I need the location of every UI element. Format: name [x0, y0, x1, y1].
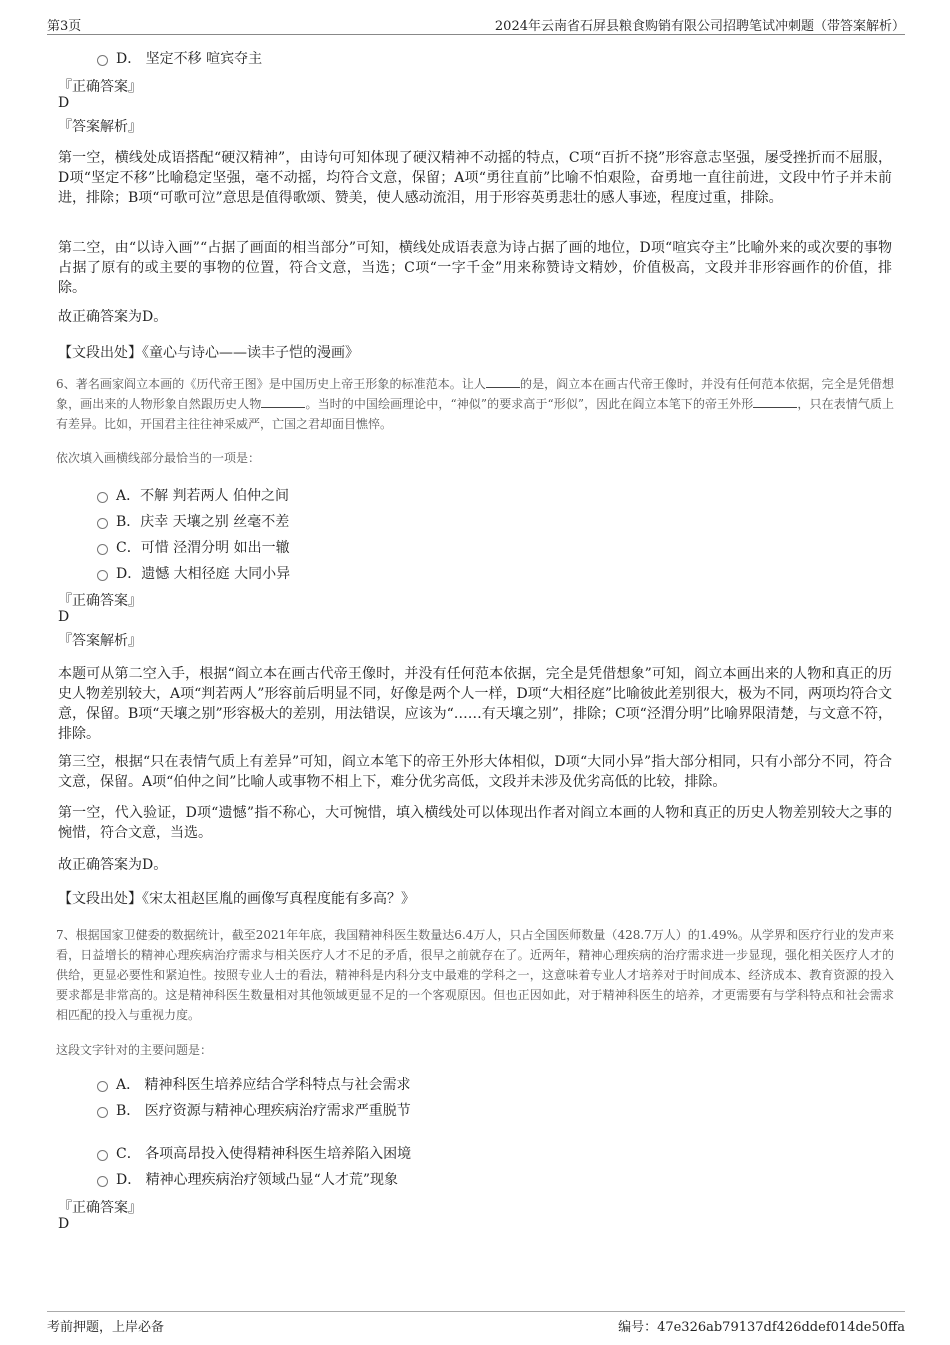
q5-option-d[interactable]	[97, 48, 262, 68]
q6-analysis-label: 『答案解析』	[58, 633, 142, 649]
q6-analysis-p2: 第三空，根据“只在表情气质上有差异”可知，阎立本笔下的帝王外形大体相似，D项“大同小异”指大部分相同，只有小部分不同，符合文意，保留。A项“伯仲之间”比喻人或事物不相上下，难分优劣高低，文段并未涉及优劣高低的比较，排除。	[58, 754, 892, 790]
q7-option-a[interactable]	[97, 1074, 411, 1094]
q6-option-a[interactable]	[97, 485, 289, 505]
option-text: D． 坚定不移 喧宾夺主	[116, 51, 263, 67]
option-text: C．可惜 泾渭分明 如出一辙	[116, 540, 290, 556]
page-number: 第3页	[47, 19, 82, 34]
radio-icon[interactable]	[97, 1081, 108, 1092]
q7-answer-label: 『正确答案』	[58, 1200, 142, 1216]
radio-icon[interactable]	[97, 570, 108, 581]
q6-stem-part: ，只在表情气质上有差异。比如，开国君主往往神采威严，亡国之君却面目憔悴。	[56, 397, 894, 431]
q6-stem	[56, 374, 894, 434]
q5-conclusion: 故正确答案为D。	[58, 309, 168, 325]
radio-icon[interactable]	[97, 518, 108, 529]
option-text: A．不解 判若两人 伯仲之间	[116, 488, 290, 504]
q6-option-c[interactable]	[97, 537, 290, 557]
option-text: B．庆幸 天壤之别 丝毫不差	[116, 514, 290, 530]
q6-answer: D	[58, 609, 70, 625]
radio-icon[interactable]	[97, 1107, 108, 1118]
radio-icon[interactable]	[97, 1150, 108, 1161]
radio-icon[interactable]	[97, 544, 108, 555]
q6-option-b[interactable]	[97, 511, 289, 531]
q6-answer-label: 『正确答案』	[58, 593, 142, 609]
q7-stem: 7、根据国家卫健委的数据统计，截至2021年年底，我国精神科医生数量达6.4万人，只占全国医师数量（428.7万人）的1.49%。从学界和医疗行业的发声来看，日益增长的精神心理疾病治疗需求与相关医疗人才不足的矛盾，很早之前就存在了。近两年，精神心理疾病的治疗需求进一步显现，强化相关医疗人才的供给，更显必要性和紧迫性。按照专业人士的看法，精神科是内科分支中最难的学科之一，这意味着专业人才培养对于时间成本、经济成本、教育资源的投入要求都是非常高的。这是精神科医生数量相对其他领域更显不足的一个客观原因。但也正因如此，对于精神科医生的培养，才更需要有与学科特点和社会需求相匹配的投入与重视力度。	[56, 928, 894, 1022]
q6-prompt: 依次填入画横线部分最恰当的一项是：	[56, 451, 261, 465]
blank-line	[753, 407, 797, 408]
q7-answer: D	[58, 1216, 70, 1232]
document-id: 编号：47e326ab79137df426ddef014de50ffa	[618, 1320, 905, 1335]
option-text: C． 各项高昂投入使得精神科医生培养陷入困境	[116, 1146, 412, 1162]
q6-stem-part: 的是，阎立本在画古代帝王像时，并没有任何范本依据，完全是凭借想象，画出来的人物形象自然跟历史人物	[56, 377, 894, 411]
q6-analysis-p1: 本题可从第二空入手，根据“阎立本在画古代帝王像时，并没有任何范本依据，完全是凭借想象”可知，阎立本画出来的人物和真正的历史人物差别较大，A项“判若两人”形容前后明显不同，好像是两个人一样，D项“大相径庭”比喻彼此差别很大，极为不同，两项均符合文意，保留。B项“天壤之别”形容极大的差别，用法错误，应该为“……有天壤之别”，排除；C项“泾渭分明”比喻界限清楚，与文意不符，排除。	[58, 666, 892, 742]
radio-icon[interactable]	[97, 1176, 108, 1187]
footer-slogan: 考前押题，上岸必备	[47, 1320, 165, 1335]
q6-stem-part: 6、著名画家阎立本画的《历代帝王图》是中国历史上帝王形象的标准范本。让人	[56, 377, 486, 391]
blank-line	[261, 407, 305, 408]
q5-analysis-label: 『答案解析』	[58, 119, 142, 135]
q7-option-b[interactable]	[97, 1100, 411, 1120]
option-text: D． 精神心理疾病治疗领域凸显“人才荒”现象	[116, 1172, 398, 1188]
q5-analysis-p2: 第二空，由“以诗入画”“占据了画面的相当部分”可知，横线处成语表意为诗占据了画的地位，D项“喧宾夺主”比喻外来的或次要的事物占据了原有的或主要的事物的位置，符合文意，当选；C项“一字千金”用来称赞诗文精妙，价值极高，文段并非形容画作的价值，排除。	[58, 240, 892, 296]
q7-prompt: 这段文字针对的主要问题是：	[56, 1043, 213, 1057]
q6-conclusion: 故正确答案为D。	[58, 857, 168, 873]
q6-stem-part: 。当时的中国绘画理论中，“神似”的要求高于“形似”，因此在阎立本笔下的帝王外形	[305, 397, 754, 411]
page-header	[47, 14, 905, 35]
q7-option-c[interactable]	[97, 1143, 411, 1163]
radio-icon[interactable]	[97, 492, 108, 503]
document-title: 2024年云南省石屏县粮食购销有限公司招聘笔试冲刺题（带答案解析）	[494, 19, 905, 34]
blank-line	[486, 387, 520, 388]
q6-analysis-p3: 第一空，代入验证，D项“遗憾”指不称心，大可惋惜，填入横线处可以体现出作者对阎立本画的人物和真正的历史人物差别较大之事的惋惜，符合文意，当选。	[58, 805, 892, 841]
q5-answer-label: 『正确答案』	[58, 79, 142, 95]
q5-analysis-p1: 第一空，横线处成语搭配“硬汉精神”，由诗句可知体现了硬汉精神不动摇的特点，C项“百折不挠”形容意志坚强，屡受挫折而不屈服，D项“坚定不移”比喻稳定坚强，毫不动摇，均符合文意，保留；A项“勇往直前”比喻不怕艰险，奋勇地一直往前进，文段中竹子并未前进，排除；B项“可歌可泣”意思是值得歌颂、赞美，使人感动流泪，用于形容英勇悲壮的感人事迹，程度过重，排除。	[58, 150, 892, 206]
radio-icon[interactable]	[97, 55, 108, 66]
q5-source: 【文段出处】《童心与诗心——读丰子恺的漫画》	[58, 345, 359, 361]
option-text: D．遗憾 大相径庭 大同小异	[116, 566, 291, 582]
option-text: B． 医疗资源与精神心理疾病治疗需求严重脱节	[116, 1103, 411, 1119]
page-footer	[47, 1311, 905, 1338]
q6-option-d[interactable]	[97, 563, 290, 583]
q6-source: 【文段出处】《宋太祖赵匡胤的画像写真程度能有多高？》	[58, 891, 415, 907]
option-text: A． 精神科医生培养应结合学科特点与社会需求	[116, 1077, 411, 1093]
q7-option-d[interactable]	[97, 1169, 398, 1189]
q5-answer: D	[58, 95, 70, 111]
